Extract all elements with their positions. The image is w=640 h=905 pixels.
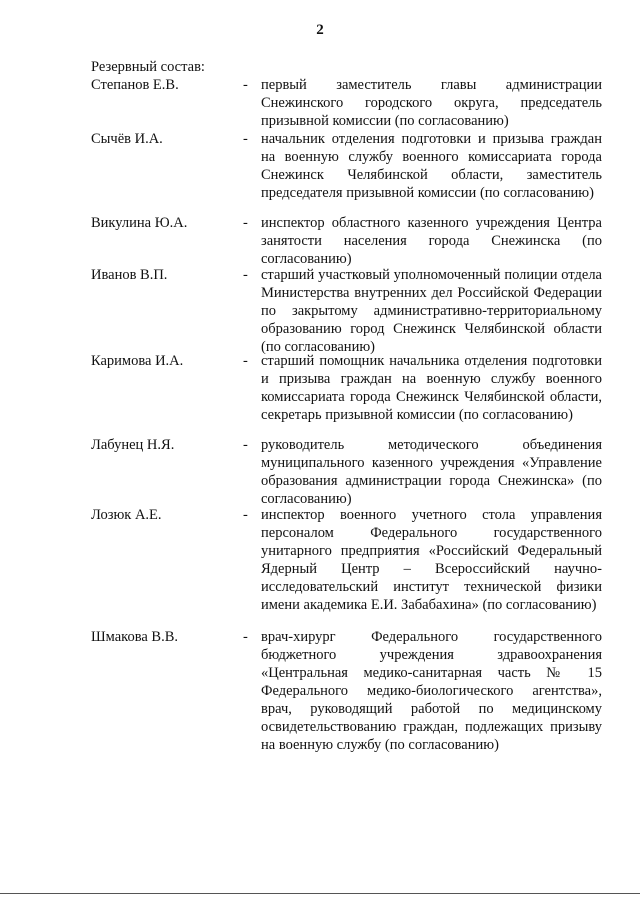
dash-separator: - [243,77,248,93]
member-name: Лозюк А.Е. [91,507,162,523]
member-role: старший участковый уполномоченный полиции отдела Министерства внутренних дел Российской Федерации по закрытому административно-территориальному образованию город Снежинск Челябинской области (по согласованию) [261,267,602,355]
member-name: Иванов В.П. [91,267,168,283]
member-name: Каримова И.А. [91,353,184,369]
member-name: Сычёв И.А. [91,131,163,147]
dash-separator: - [243,353,248,369]
member-name: Лабунец Н.Я. [91,437,175,453]
member-role: инспектор областного казенного учреждения Центра занятости населения города Снежинска (по согласованию) [261,215,602,267]
member-role: врач-хирург Федерального государственного бюджетного учреждения здравоохранения «Центральная медико-санитарная часть № 15 Федерального медико-биологического агентства», врач, руководящий работой по медицинскому освидетельствованию граждан, подлежащих призыву на военную службу (по согласованию) [261,629,602,753]
member-name: Степанов Е.В. [91,77,179,93]
footer-divider [0,893,640,894]
dash-separator: - [243,215,248,231]
member-role: старший помощник начальника отделения подготовки и призыва граждан на военную службу военного комиссариата города Снежинск Челябинской области, секретарь призывной комиссии (по согласованию) [261,353,602,423]
dash-separator: - [243,629,248,645]
dash-separator: - [243,131,248,147]
member-role: руководитель методического объединения муниципального казенного учреждения «Управление образования администрации города Снежинска» (по согласованию) [261,437,602,507]
member-name: Шмакова В.В. [91,629,179,645]
member-role: начальник отделения подготовки и призыва граждан на военную службу военного комиссариата города Снежинск Челябинской области, заместитель председателя призывной комиссии (по согласованию) [261,131,602,201]
member-name: Викулина Ю.А. [91,215,188,231]
dash-separator: - [243,437,248,453]
page-number: 2 [316,22,324,38]
member-role: инспектор военного учетного стола управления персоналом Федерального государственного унитарного предприятия «Российский Федеральный Ядерный Центр – Всероссийский научно-исследовательский институт технической физики имени академика Е.И. Забабахина» (по согласованию) [261,507,602,613]
dash-separator: - [243,267,248,283]
section-title: Резервный состав: [91,59,205,75]
member-role: первый заместитель главы администрации Снежинского городского округа, председатель призывной комиссии (по согласованию) [261,77,602,129]
dash-separator: - [243,507,248,523]
